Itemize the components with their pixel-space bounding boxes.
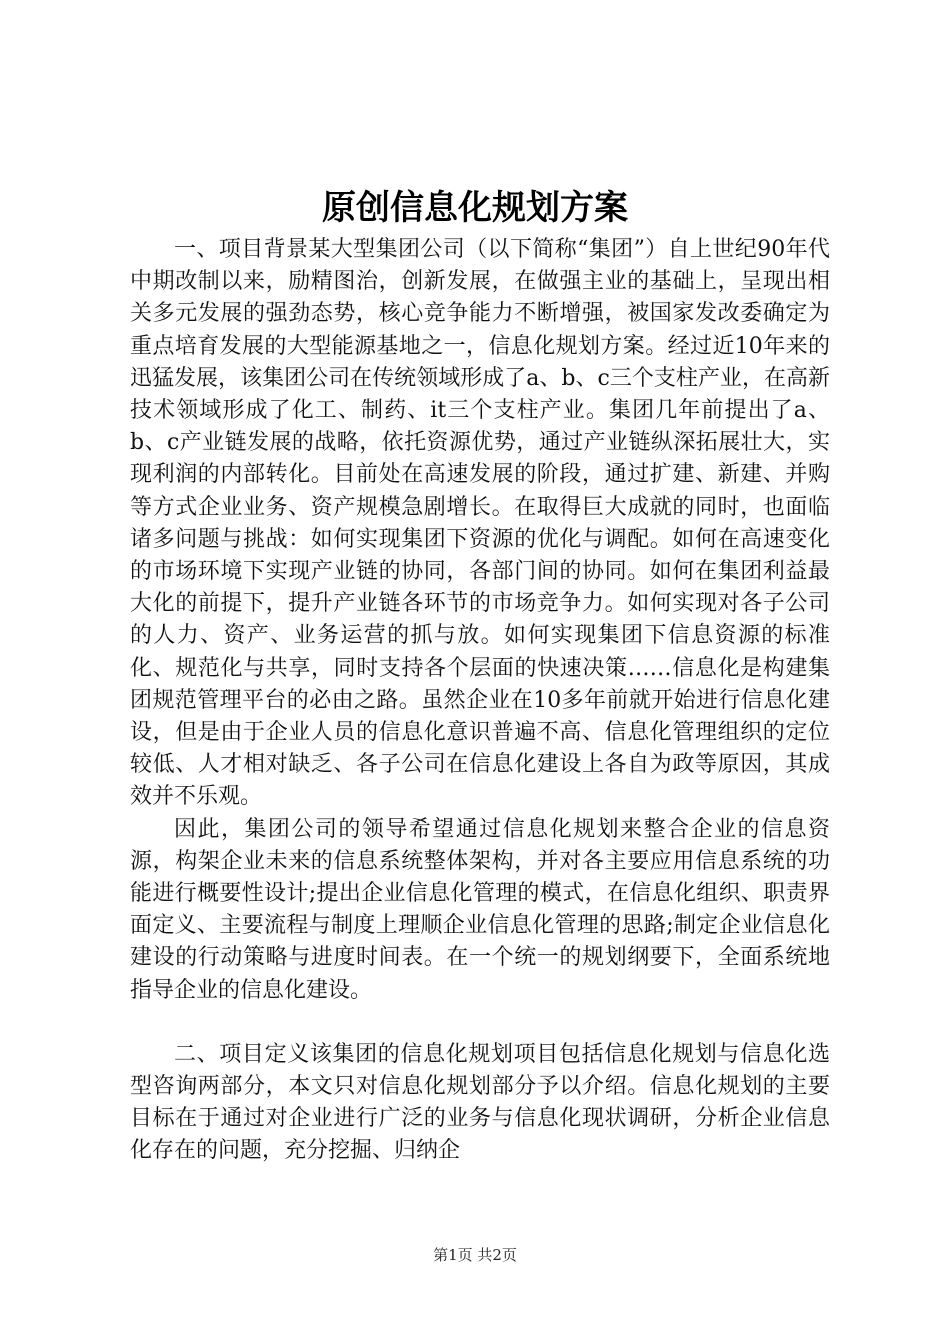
paragraph-planning-goals: 因此，集团公司的领导希望通过信息化规划来整合企业的信息资源，构架企业未来的信息系统整体架构，并对各主要应用信息系统的功能进行概要性设计;提出企业信息化管理的模式，在信息化组织、职责界面定义、主要流程与制度上理顺企业信息化管理的思路;制定企业信息化建设的行动策略与进度时间表。在一个统一的规划纲要下，全面系统地指导企业的信息化建设。	[130, 816, 830, 1003]
paragraph-project-definition: 二、项目定义该集团的信息化规划项目包括信息化规划与信息化选型咨询两部分，本文只对信息化规划部分予以介绍。信息化规划的主要目标在于通过对企业进行广泛的业务与信息化现状调研，分析企业信息化存在的问题，充分挖掘、归纳企	[130, 1041, 830, 1164]
document-title: 原创信息化规划方案	[322, 188, 628, 228]
document-body	[130, 234, 830, 1168]
paragraph-project-background: 一、项目背景某大型集团公司（以下简称“集团”）自上世纪90年代中期改制以来，励精图治，创新发展，在做强主业的基础上，呈现出相关多元发展的强劲态势，核心竞争能力不断增强，被国家发改委确定为重点培育发展的大型能源基地之一，信息化规划方案。经过近10年来的迅猛发展，该集团公司在传统领域形成了a、b、c三个支柱产业，在高新技术领域形成了化工、制药、it三个支柱产业。集团几年前提出了a、b、c产业链发展的战略，依托资源优势，通过产业链纵深拓展壮大，实现利润的内部转化。目前处在高速发展的阶段，通过扩建、新建、并购等方式企业业务、资产规模急剧增长。在取得巨大成就的同时，也面临诸多问题与挑战：如何实现集团下资源的优化与调配。如何在高速变化的市场环境下实现产业链的协同，各部门间的协同。如何在集团利益最大化的前提下，提升产业链各环节的市场竞争力。如何实现对各子公司的人力、资产、业务运营的抓与放。如何实现集团下信息资源的标准化、规范化与共享，同时支持各个层面的快速决策……信息化是构建集团规范管理平台的必由之路。虽然企业在10多年前就开始进行信息化建设，但是由于企业人员的信息化意识普遍不高、信息化管理组织的定位较低、人才相对缺乏、各子公司在信息化建设上各自为政等原因，其成效并不乐观。	[130, 237, 830, 810]
page-footer: 第1页 共2页	[433, 1246, 517, 1264]
